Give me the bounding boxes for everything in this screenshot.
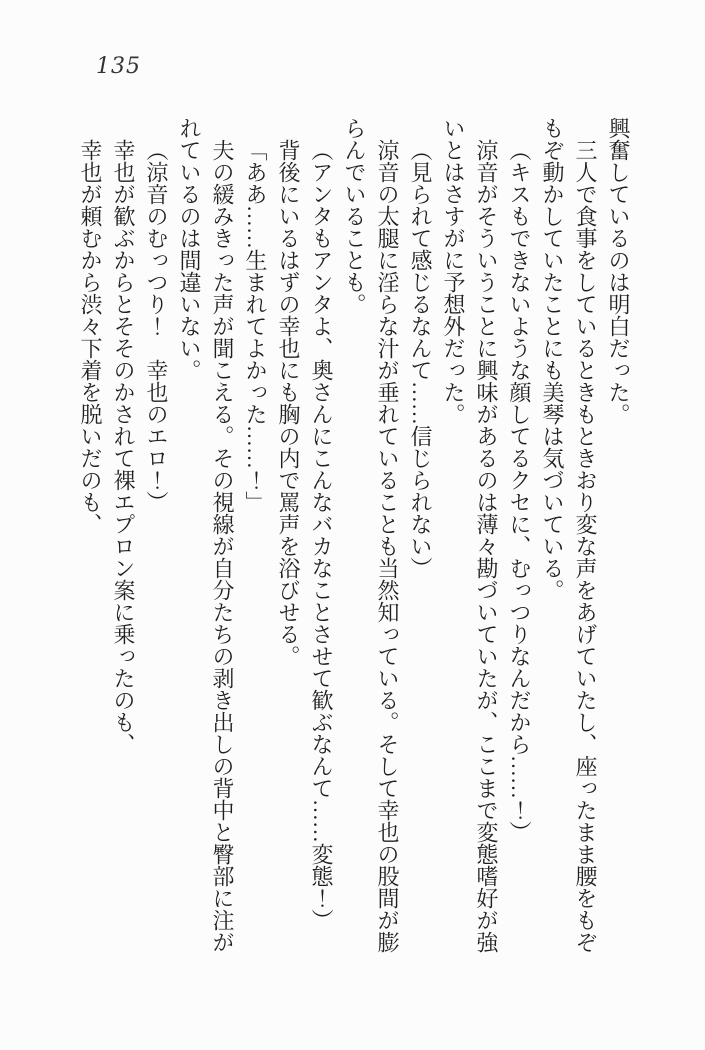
text-line: 涼音の太腿に淫らな汁が垂れていることも当然知っている。そして幸也の股間が膨	[375, 139, 400, 953]
text-line: 幸也が頼むから渋々下着を脱いだのも、	[78, 139, 103, 535]
text-line: 三人で食事をしているときもときおり変な声をあげていたし、座ったまま腰をもぞ	[573, 139, 598, 953]
text-line: 「ああ……生まれてよかった……！」	[243, 139, 268, 513]
text-line: 夫の緩みきった声が聞こえる。その視線が自分たちの剥き出しの背中と臀部に注が	[210, 139, 235, 953]
text-line: 背後にいるはずの幸也にも胸の内で罵声を浴びせる。	[276, 139, 301, 667]
text-column-list	[74, 117, 635, 957]
text-line: 幸也が歓ぶからとそそのかされて裸エプロン案に乗ったのも、	[111, 139, 136, 755]
page-number: 135	[96, 54, 141, 79]
text-line: （キスもできないような顔してるクセに、むっつりなんだから……！）	[507, 139, 532, 843]
text-line: 涼音がそういうことに興味があるのは薄々勘づいていたが、ここまで変態嗜好が強	[474, 139, 499, 953]
text-line: （アンタもアンタよ、奥さんにこんなバカなことさせて歓ぶなんて……変態！）	[309, 139, 334, 931]
text-line: いとはさすがに予想外だった。	[441, 117, 466, 425]
text-line: れているのは間違いない。	[177, 117, 202, 381]
text-line: （見られて感じるなんて……信じられない）	[408, 139, 433, 579]
text-line: （涼音のむっつり！ 幸也のエロ！）	[144, 139, 169, 513]
text-line: もぞ動かしていたことにも美琴は気づいている。	[540, 117, 565, 601]
text-line: 興奮しているのは明白だった。	[606, 117, 631, 425]
text-line: らんでいることも。	[342, 117, 367, 315]
